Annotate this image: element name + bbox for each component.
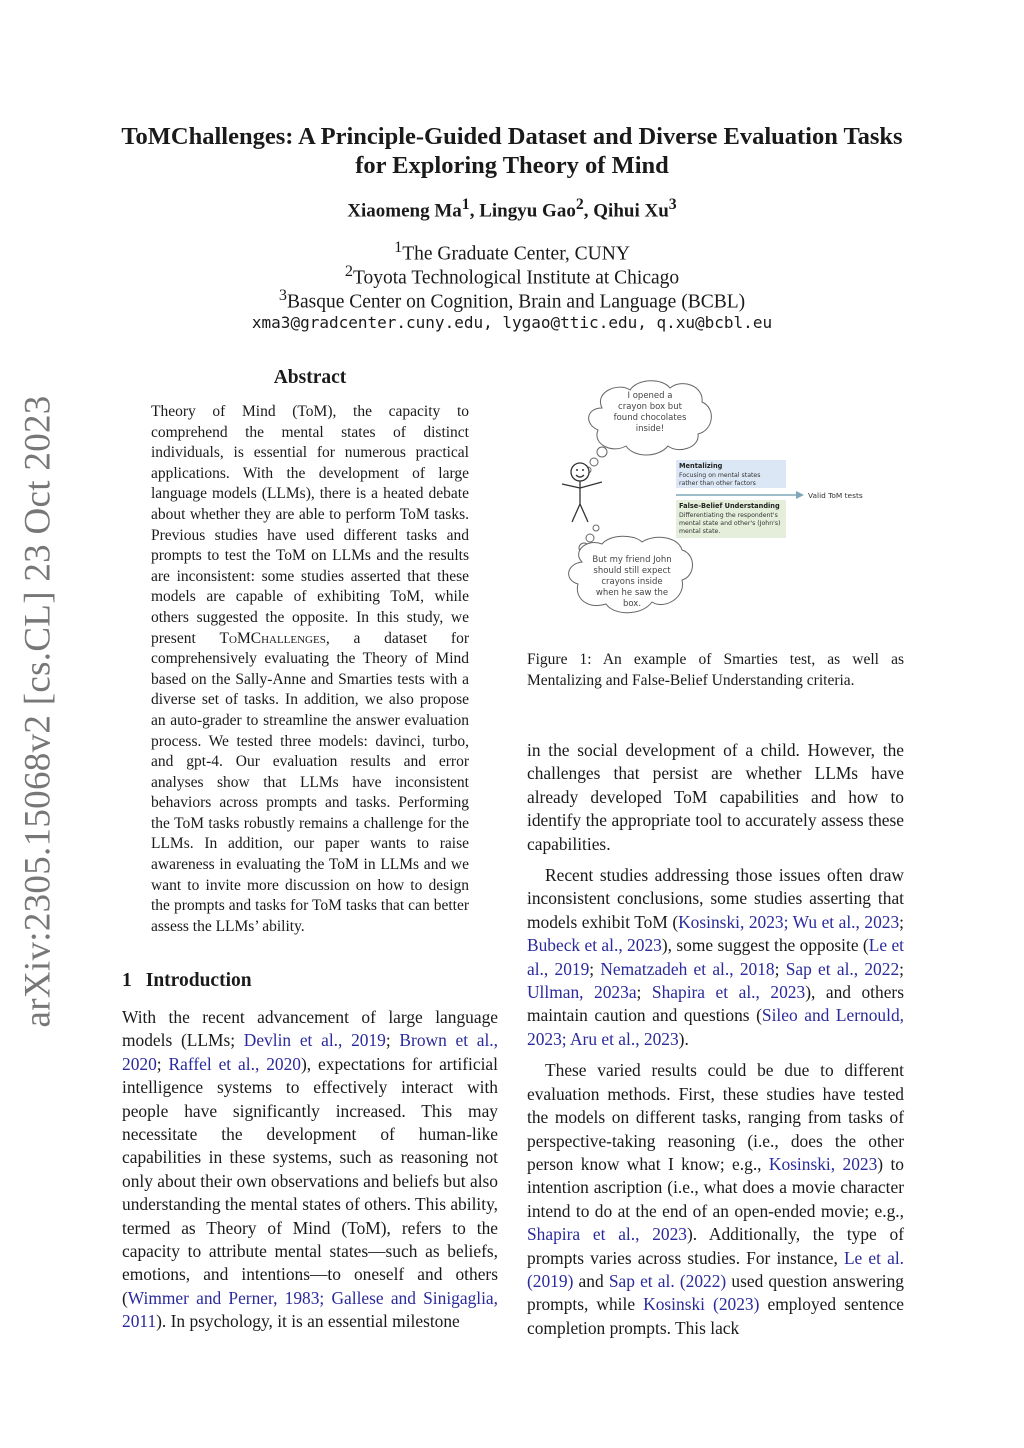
citation-link[interactable]: Wimmer and Perner, 1983; Gallese and Sinigaglia, 2011 [122, 1287, 498, 1332]
figure-1 [556, 376, 868, 626]
paragraph-text: and [573, 1270, 609, 1291]
author-sup: 3 [668, 196, 677, 213]
paragraph-text: With the recent advancement of large language models (LLMs; [122, 1007, 498, 1051]
paragraph-text: ; [774, 958, 786, 979]
paragraph-text: ; [899, 958, 904, 979]
citation-link[interactable]: Le et al. (2019) [527, 1247, 904, 1291]
bubble-top-line: I opened a [627, 391, 673, 401]
affiliation-text: Toyota Technological Institute at Chicago [352, 267, 680, 289]
paragraph-text: These varied results could be due to different evaluation methods. First, these studies have tested the models on different tasks, ranging from tasks of perspective-taking reasoning (i.e., does the other person know what I know; e.g., [527, 1060, 904, 1174]
paragraph-text: ). In psychology, it is an essential milestone [156, 1311, 460, 1332]
paragraph-text: ; [636, 982, 652, 1003]
paragraph-text: ; [385, 1030, 400, 1051]
citation-link[interactable]: Sap et al. (2022) [608, 1270, 727, 1291]
author: Xiaomeng Ma [347, 200, 462, 222]
citation-link[interactable]: Nematzadeh et al., 2018 [600, 958, 775, 979]
dataset-name: ToMChallenges [219, 629, 326, 647]
intro-paragraph [527, 864, 904, 1051]
intro-paragraph [122, 1006, 498, 1334]
section-heading [122, 970, 252, 992]
section-title: Introduction [145, 970, 252, 991]
paragraph-text: ), some suggest the opposite ( [661, 935, 869, 956]
thought-bubble-bottom [569, 525, 693, 613]
abstract-text-2: , a dataset for comprehensively evaluating the Theory of Mind based on the Sally-Anne and Smarties tests with a diverse set of tasks. In addition, we also propose an auto-grader to streamline the answer evaluation process. We tested three models: davinci, turbo, and gpt-4. Our evaluation results and error analyses show that LLMs have inconsistent behaviors across prompts and tasks. Performing the ToM tasks robustly remains a challenge for the LLMs. In addition, our paper wants to raise awareness in evaluating the ToM in LLMs and we want to invite more discussion on how to design the prompts and tasks for ToM tasks that can better assess the LLMs’ ability. [151, 629, 469, 935]
paragraph-text: ; [899, 911, 905, 932]
citation-link[interactable]: Ullman, 2023a [527, 982, 637, 1003]
affiliation-sup: 3 [278, 286, 287, 304]
abstract-body [151, 402, 469, 937]
citation-link[interactable]: Devlin et al., 2019 [243, 1030, 386, 1051]
citation-link[interactable]: Kosinski (2023) [643, 1294, 760, 1315]
bubble-top-line: inside! [635, 424, 665, 434]
bubble-top-line: found chocolates [613, 413, 687, 423]
paragraph-text: used question answering prompts, while [527, 1270, 904, 1315]
paragraph-text: Recent studies addressing those issues often draw inconsistent conclusions, some studies asserting that models exhibit ToM ( [527, 865, 904, 932]
intro-left-column [122, 1006, 498, 1342]
affiliation-sup: 1 [394, 238, 403, 256]
bubble-bottom-line: should still expect [593, 566, 671, 576]
paragraph-text: ), expectations for artificial intelligence systems to effectively interact with people have significantly increased. This may necessitate the development of human-like capabilities in these systems, such as reasoning not only about their own observations and beliefs but also understanding the mental states of others. This ability, termed as Theory of Mind (ToM), refers to the capacity to attribute mental states—such as beliefs, emotions, and intentions—to oneself and others ( [122, 1053, 498, 1308]
citation-link[interactable]: Shapira et al., 2023 [651, 982, 806, 1003]
mentalizing-title: Mentalizing [679, 462, 723, 470]
intro-paragraph [527, 1059, 904, 1340]
citation-link[interactable]: Sileo and Lernould, 2023; Aru et al., 2023 [527, 1005, 904, 1049]
author-sup: 2 [575, 196, 584, 213]
title-line-2: for Exploring Theory of Mind [355, 152, 669, 179]
affiliation-sup: 2 [344, 262, 353, 280]
citation-link[interactable]: Raffel et al., 2020 [168, 1053, 301, 1074]
paragraph-text: employed sentence completion prompts. This lack [527, 1294, 905, 1338]
false-belief-title: False-Belief Understanding [679, 502, 780, 510]
mentalizing-line: rather than other factors [679, 480, 756, 487]
section-number: 1 [122, 970, 132, 991]
arrow-head [796, 491, 804, 499]
bubble-bottom-line: box. [622, 599, 642, 609]
thought-bubble-top [585, 381, 711, 473]
affiliation [60, 286, 964, 314]
author-emails: xma3@gradcenter.cuny.edu, lygao@ttic.edu, q.xu@bcbl.eu [251, 313, 773, 332]
arrow-label: Valid ToM tests [808, 491, 863, 500]
paragraph-text: ) to intention ascription (i.e., what does a movie character intend to do at the end of an open-ended movie; e.g., [527, 1153, 904, 1221]
citation-link[interactable]: Brown et al., 2020 [122, 1030, 498, 1074]
paragraph-text: in the social development of a child. However, the challenges that persist are whether LLMs have already developed ToM capabilities and how to identify the appropriate tool to accurately assess these capabilities. [527, 740, 904, 854]
false-belief-line: Differentiating the respondent's [679, 512, 778, 519]
paper-title [60, 122, 964, 180]
figure-caption: Figure 1: An example of Smarties test, as well as Mentalizing and False-Belief Understanding criteria. [527, 651, 904, 689]
bubble-bottom-line: when he saw the [595, 588, 669, 598]
bubble-top-line: crayon box but [618, 402, 682, 412]
false-belief-line: mental state. [679, 528, 721, 535]
title-line-1: ToMChallenges: A Principle-Guided Dataset and Diverse Evaluation Tasks [121, 123, 903, 150]
paragraph-text: ). [678, 1028, 689, 1049]
mentalizing-line: Focusing on mental states [679, 472, 761, 479]
citation-link[interactable]: Le et al., 2019 [527, 935, 904, 979]
affiliation-text: Basque Center on Cognition, Brain and Language (BCBL) [286, 291, 746, 313]
citation-link[interactable]: Bubeck et al., 2023 [527, 935, 662, 956]
bubble-bottom-line: crayons inside [601, 577, 663, 587]
citation-link[interactable]: Kosinski, 2023 [768, 1153, 878, 1174]
citation-link[interactable]: Shapira et al., 2023 [527, 1224, 687, 1245]
paragraph-text: ), and others maintain caution and questions ( [527, 982, 904, 1026]
author: Lingyu Gao [479, 200, 576, 222]
author-sup: 1 [461, 196, 470, 213]
citation-link[interactable]: Kosinski, 2023; Wu et al., 2023 [678, 911, 900, 932]
author-list: Xiaomeng Ma$^1$, Lingyu Gao$^2$, Qihui Xu$^3$ [347, 196, 677, 222]
intro-right-column [527, 739, 904, 1348]
abstract-text-1: Theory of Mind (ToM), the capacity to comprehend the mental states of distinct individuals, is essential for numerous practical applications. With the development of large language models (LLMs), there is a heated debate about whether they are able to perform ToM tasks. Previous studies have used different tasks and prompts to test the ToM on LLMs and the results are inconsistent: some studies asserted that these models are capable of exhibiting ToM, while others suggested the opposite. In this study, we present [151, 403, 469, 647]
affiliation-text: The Graduate Center, CUNY [402, 243, 630, 265]
paragraph-text: ; [156, 1053, 169, 1074]
author: Qihui Xu [593, 200, 669, 222]
bubble-bottom-line: But my friend John [592, 555, 672, 565]
abstract-heading: Abstract [273, 367, 347, 388]
false-belief-line: mental state and other's (John's) [679, 520, 781, 527]
citation-link[interactable]: Sap et al., 2022 [785, 958, 900, 979]
paragraph-text: ; [589, 958, 601, 979]
paragraph-text: ). Additionally, the type of prompts varies across studies. For instance, [527, 1224, 905, 1268]
intro-paragraph [527, 739, 904, 856]
stick-figure [562, 463, 602, 522]
arxiv-watermark: arXiv:2305.15068v2 [cs.CL] 23 Oct 2023 [17, 395, 59, 1028]
